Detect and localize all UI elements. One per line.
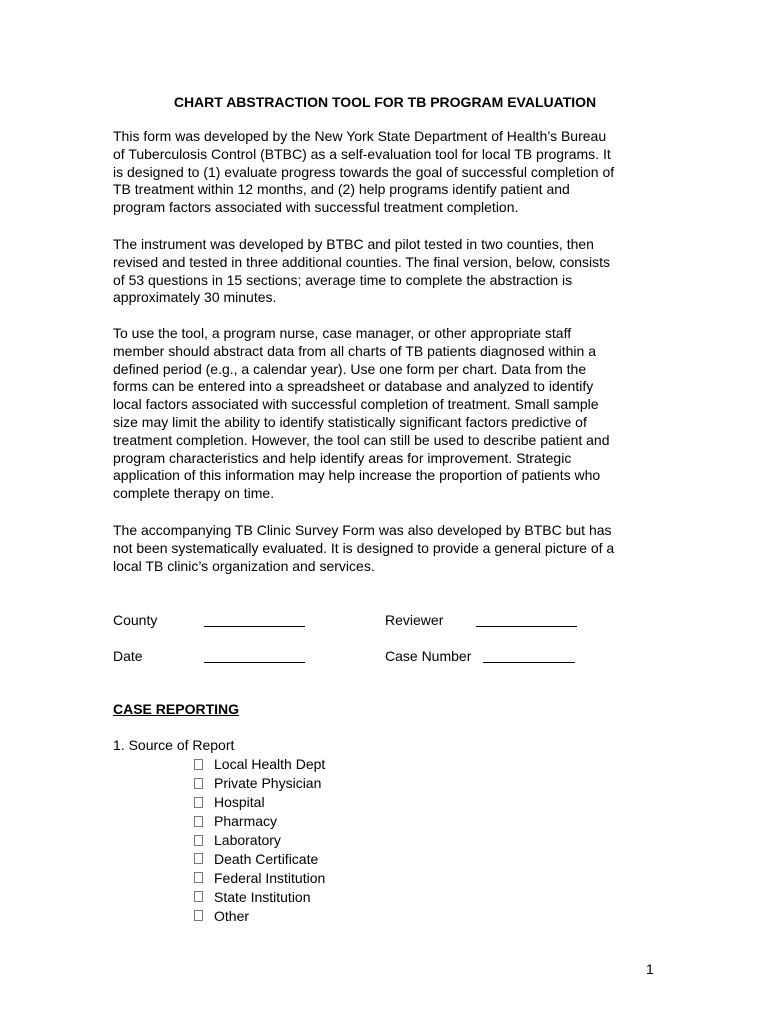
county-field[interactable] [204,626,305,627]
checkbox-icon[interactable] [194,872,203,883]
checkbox-icon[interactable] [194,778,203,789]
intro-paragraph-2 [113,236,658,307]
text-line: revised and tested in three additional counties. The final version, below, consists [113,253,611,270]
text-line: is designed to (1) evaluate progress towards the goal of successful completion of [113,163,615,180]
option-local-health-dept[interactable] [194,755,325,774]
checkbox-icon[interactable] [194,759,203,770]
date-field[interactable] [204,662,305,663]
question-source-of-report: 1. Source of Report [113,737,235,753]
option-state-institution[interactable] [194,887,325,906]
text-line: defined period (e.g., a calendar year). Use one form per chart. Data from the [113,360,587,377]
checkbox-icon[interactable] [194,910,203,921]
text-line: program characteristics and help identify areas for improvement. Strategic [113,449,572,466]
text-line: TB treatment within 12 months, and (2) help programs identify patient and [113,181,570,198]
checkbox-icon[interactable] [194,891,203,902]
text-line: member should abstract data from all charts of TB patients diagnosed within a [113,342,596,359]
section-heading-case-reporting: CASE REPORTING [113,701,240,717]
option-pharmacy[interactable] [194,812,325,831]
source-of-report-options [194,755,325,925]
text-line: application of this information may help increase the proportion of patients who [113,467,601,484]
option-label: Pharmacy [214,813,278,830]
text-line: forms can be entered into a spreadsheet or database and analyzed to identify [113,378,594,395]
text-line: local factors associated with successful completion of treatment. Small sample [113,396,599,413]
checkbox-icon[interactable] [194,797,203,808]
option-laboratory[interactable] [194,831,325,850]
option-label: Laboratory [214,832,281,848]
page-number: 1 [646,961,654,977]
date-label: Date [113,648,143,664]
text-line: of Tuberculosis Control (BTBC) as a self-evaluation tool for local TB programs. It [113,145,611,162]
case-number-label: Case Number [385,648,472,664]
checkbox-icon[interactable] [194,853,203,864]
option-label: Other [214,907,250,924]
option-label: Private Physician [214,775,322,792]
text-line: size may limit the ability to identify statistically significant factors predictive of [113,413,587,430]
text-line: The instrument was developed by BTBC and pilot tested in two counties, then [113,236,594,252]
option-federal-institution[interactable] [194,868,325,887]
option-label: State Institution [214,888,311,905]
text-line: of 53 questions in 15 sections; average time to complete the abstraction is [113,271,573,288]
text-line: approximately 30 minutes. [113,289,277,306]
case-number-field[interactable] [483,662,575,663]
reviewer-field[interactable] [476,626,577,627]
text-line: The accompanying TB Clinic Survey Form was also developed by BTBC but has [113,522,612,538]
text-line: treatment completion. However, the tool can still be used to describe patient and [113,431,610,448]
option-label: Death Certificate [214,850,319,867]
option-hospital[interactable] [194,793,325,812]
intro-paragraph-4 [113,522,658,575]
text-line: This form was developed by the New York State Department of Health’s Bureau [113,128,607,144]
option-label: Federal Institution [214,869,326,886]
intro-paragraph-1 [113,128,658,217]
county-label: County [113,612,158,628]
text-line: To use the tool, a program nurse, case manager, or other appropriate staff [113,325,572,341]
reviewer-label: Reviewer [385,612,444,628]
text-line: not been systematically evaluated. It is designed to provide a general picture of a [113,539,615,556]
intro-paragraph-3 [113,325,658,503]
text-line: complete therapy on time. [113,485,275,502]
text-line: local TB clinic’s organization and services. [113,557,375,574]
text-line: program factors associated with successful treatment completion. [113,199,519,216]
checkbox-icon[interactable] [194,835,203,846]
checkbox-icon[interactable] [194,816,203,827]
page-title: CHART ABSTRACTION TOOL FOR TB PROGRAM EVALUATION [173,94,597,110]
option-other[interactable] [194,906,325,925]
option-private-physician[interactable] [194,774,325,793]
option-label: Hospital [214,794,265,811]
option-label: Local Health Dept [214,756,326,773]
option-death-certificate[interactable] [194,849,325,868]
